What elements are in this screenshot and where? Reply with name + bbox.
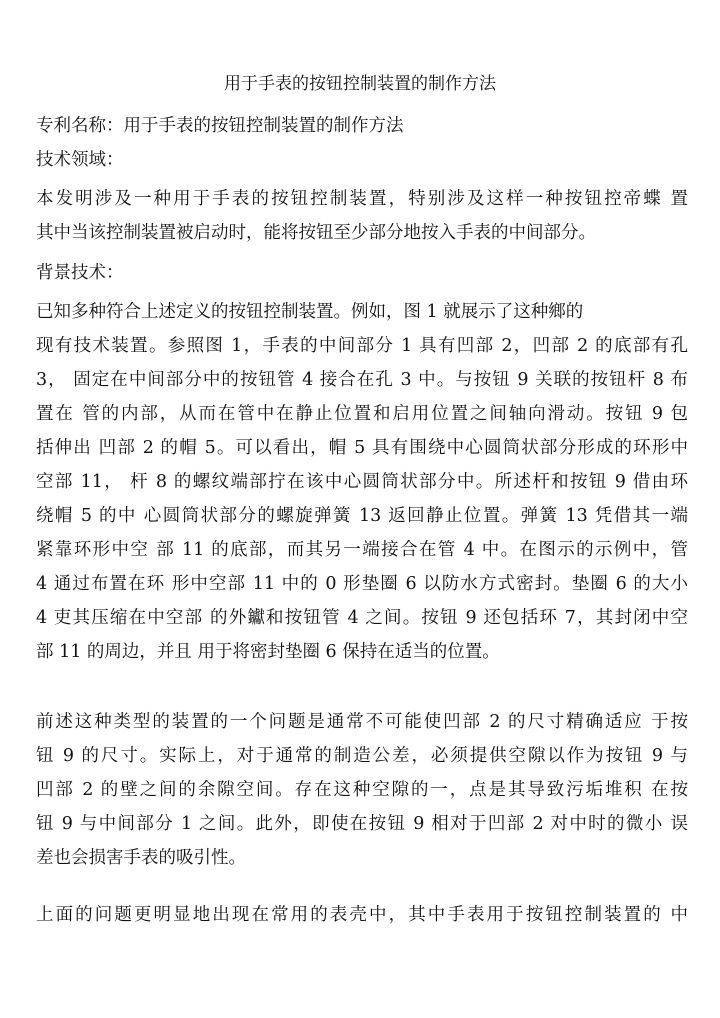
- paragraph-line: 钮 9 的尺寸。实际上，对于通常的制造公差，必须提供空隙以作为按钮 9 与: [36, 746, 688, 766]
- last-paragraph: [36, 898, 688, 932]
- paragraph-line: 差也会损害手表的吸引性。: [36, 848, 246, 868]
- background-paragraph: [36, 295, 688, 669]
- patent-name: [36, 109, 688, 143]
- problem-paragraph: [36, 705, 688, 875]
- paragraph-line: 凹部 2 的壁之间的余隙空间。存在这种空隙的一，点是其导致污垢堆积 在按: [36, 780, 688, 800]
- paragraph-line: 已知多种符合上述定义的按钮控制装置。例如，图 1 就展示了这种鄉的: [36, 302, 584, 322]
- paragraph-line: 3， 固定在中间部分中的按钮管 4 接合在孔 3 中。与按钮 9 关联的按钮杆 8 布: [36, 370, 688, 390]
- paragraph-line: 钮 9 与中间部分 1 之间。此外，即使在按钮 9 相对于凹部 2 对中时的微小 误: [36, 814, 688, 834]
- paragraph-line: 置在 管的内部，从而在管中在静止位置和启用位置之间轴向滑动。按钮 9 包: [36, 404, 688, 424]
- paragraph-line: 其中当该控制装置被启动时，能将按钮至少部分地按入手表的中间部分。: [36, 223, 596, 243]
- document-title: 用于手表的按钮控制装置的制作方法: [224, 74, 496, 94]
- paragraph-line: 上面的问题更明显地出现在常用的表壳中，其中手表用于按钮控制装置的 中: [36, 905, 688, 925]
- paragraph-line: 括伸出 凹部 2 的帽 5。可以看出，帽 5 具有围绕中心圆筒状部分形成的环形中: [36, 438, 688, 458]
- field-heading-line: 技术领域：: [36, 150, 124, 170]
- field-paragraph: [36, 182, 688, 250]
- background-heading-line: 背景技术：: [36, 263, 124, 283]
- paragraph-line: 本发明涉及一种用于手表的按钮控制装置，特别涉及这样一种按钮控帝蝶 置: [36, 189, 688, 209]
- paragraph-line: 空部 11， 杆 8 的螺纹端部拧在该中心圆筒状部分中。所述杆和按钮 9 借由环: [36, 472, 688, 492]
- paragraph-line: 4 吏其压缩在中空部 的外钀和按钮管 4 之间。按钮 9 还包括环 7，其封闭中空: [36, 608, 688, 628]
- paragraph-line: 前述这种类型的装置的一个问题是通常不可能使凹部 2 的尺寸精确适应 于按: [36, 712, 688, 732]
- paragraph-line: 绕帽 5 的中 心圆筒状部分的螺旋弹簧 13 返回静止位置。弹簧 13 凭借其一端: [36, 506, 688, 526]
- patent-name-line: 专利名称：用于手表的按钮控制装置的制作方法: [36, 116, 404, 136]
- paragraph-line: 4 通过布置在环 形中空部 11 中的 0 形垫圈 6 以防水方式密封。垫圈 6 的大小: [36, 574, 688, 594]
- background-heading: [36, 256, 688, 290]
- field-heading: [36, 143, 688, 177]
- paragraph-line: 现有技术装置。参照图 1，手表的中间部分 1 具有凹部 2，凹部 2 的底部有孔: [36, 336, 688, 356]
- paragraph-line: 紧靠环形中空 部 11 的底部，而其另一端接合在管 4 中。在图示的示例中，管: [36, 540, 688, 560]
- paragraph-line: 部 11 的周边，并且 用于将密封垫圈 6 保持在适当的位置。: [36, 642, 500, 662]
